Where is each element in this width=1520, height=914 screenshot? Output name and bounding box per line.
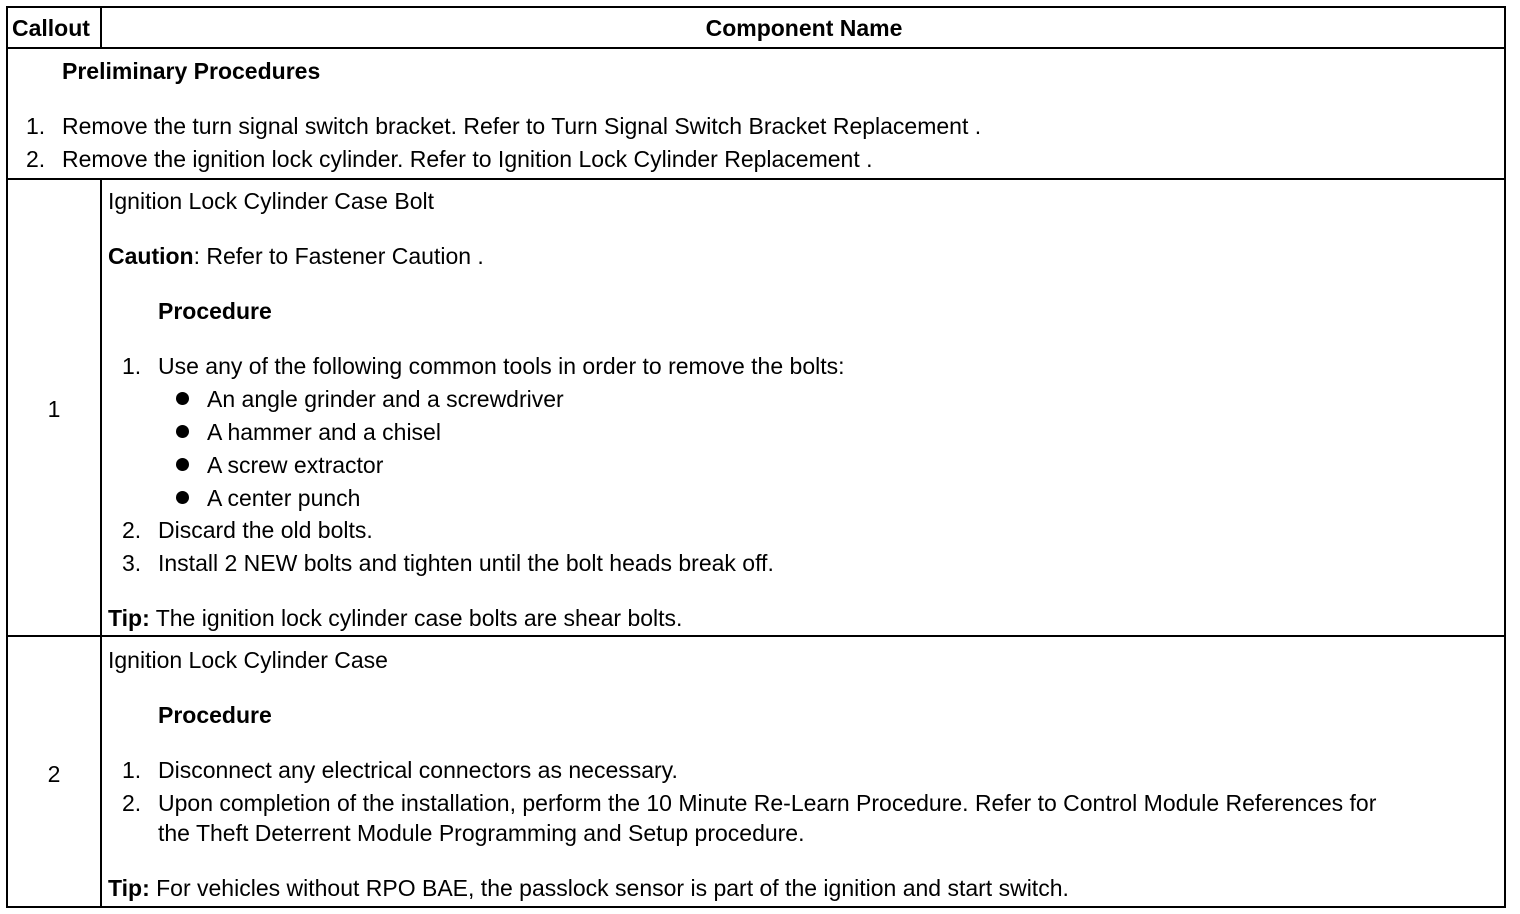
procedure-heading: Procedure bbox=[158, 298, 272, 324]
caution-note bbox=[108, 242, 484, 270]
procedure-step-continued: the Theft Deterrent Module Programming and Setup procedure. bbox=[158, 820, 805, 846]
step-number: 1. bbox=[122, 757, 142, 783]
component-column-header: Component Name bbox=[705, 15, 903, 41]
procedure-step: Discard the old bolts. bbox=[158, 517, 373, 543]
tip-text: The ignition lock cylinder case bolts are shear bolts. bbox=[149, 605, 683, 631]
preliminary-rule bbox=[6, 178, 1506, 180]
column-divider-body bbox=[100, 178, 102, 908]
caution-text: : Refer to Fastener Caution . bbox=[193, 243, 484, 269]
procedure-step: Install 2 NEW bolts and tighten until the bolt heads break off. bbox=[158, 550, 774, 576]
callout-number: 2 bbox=[47, 761, 61, 787]
preliminary-step-number: 2. bbox=[26, 146, 46, 172]
preliminary-heading: Preliminary Procedures bbox=[62, 58, 321, 84]
procedure-step: Disconnect any electrical connectors as necessary. bbox=[158, 757, 678, 783]
step-number: 3. bbox=[122, 550, 142, 576]
tip-label: Tip: bbox=[108, 875, 150, 901]
callout-column-header: Callout bbox=[12, 15, 90, 41]
caution-label: Caution bbox=[108, 243, 194, 269]
tool-item: A screw extractor bbox=[207, 452, 384, 478]
header-rule bbox=[6, 47, 1506, 49]
bullet-icon bbox=[176, 425, 189, 438]
procedure-step: Upon completion of the installation, perform the 10 Minute Re-Learn Procedure. Refer to Control Module References for bbox=[158, 790, 1377, 816]
row-1-rule bbox=[6, 635, 1506, 637]
tool-item: An angle grinder and a screwdriver bbox=[207, 386, 564, 412]
bullet-icon bbox=[176, 491, 189, 504]
step-number: 2. bbox=[122, 517, 142, 543]
tool-item: A center punch bbox=[207, 485, 361, 511]
preliminary-step-number: 1. bbox=[26, 113, 46, 139]
component-name: Ignition Lock Cylinder Case bbox=[108, 647, 388, 673]
tip-label: Tip: bbox=[108, 605, 150, 631]
bullet-icon bbox=[176, 458, 189, 471]
callout-number: 1 bbox=[47, 396, 61, 422]
component-name: Ignition Lock Cylinder Case Bolt bbox=[108, 188, 434, 214]
preliminary-step: Remove the turn signal switch bracket. Refer to Turn Signal Switch Bracket Replacement . bbox=[62, 113, 982, 139]
step-number: 2. bbox=[122, 790, 142, 816]
procedure-step: Use any of the following common tools in order to remove the bolts: bbox=[158, 353, 845, 379]
tip-note bbox=[108, 874, 1069, 902]
tool-item: A hammer and a chisel bbox=[207, 419, 441, 445]
step-number: 1. bbox=[122, 353, 142, 379]
bullet-icon bbox=[176, 392, 189, 405]
preliminary-step: Remove the ignition lock cylinder. Refer to Ignition Lock Cylinder Replacement . bbox=[62, 146, 873, 172]
tip-note bbox=[108, 604, 682, 632]
procedure-heading: Procedure bbox=[158, 702, 272, 728]
tip-text: For vehicles without RPO BAE, the passlock sensor is part of the ignition and start switch. bbox=[149, 875, 1069, 901]
